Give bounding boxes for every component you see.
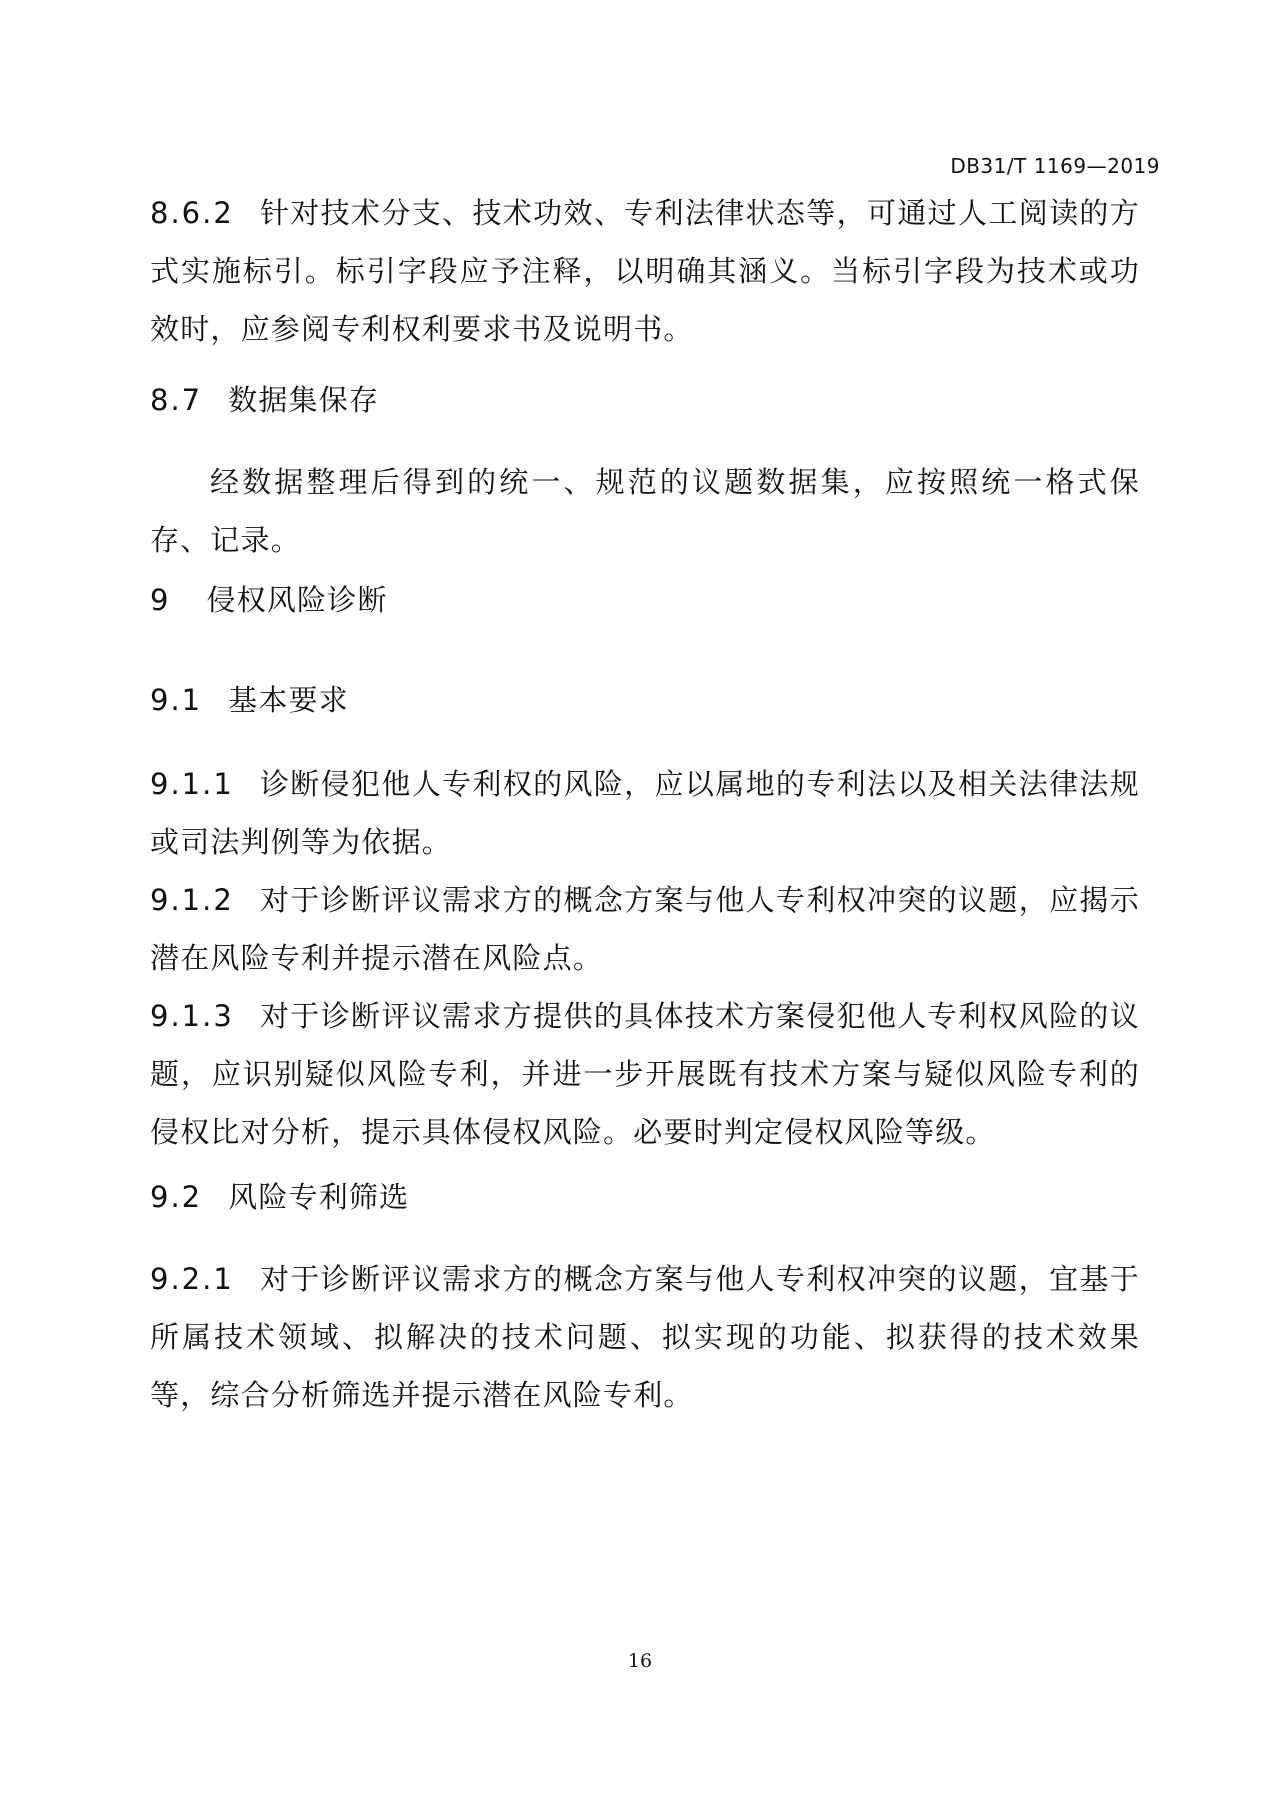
clause-number: 9.1.3 [150, 999, 234, 1033]
heading-title: 基本要求 [228, 683, 349, 717]
heading-title: 数据集保存 [228, 383, 380, 417]
heading-number: 9 [150, 583, 171, 617]
heading-number: 9.1 [150, 683, 203, 717]
clause-text: 诊断侵犯他人专利权的风险，应以属地的专利法以及相关法律法规或司法判例等为依据。 [150, 767, 1140, 859]
heading-9-1 [150, 680, 1140, 720]
clause-text: 对于诊断评议需求方的概念方案与他人专利权冲突的议题，宜基于所属技术领域、拟解决的技术问题、拟实现的功能、拟获得的技术效果等，综合分析筛选并提示潜在风险专利。 [150, 1262, 1140, 1412]
heading-title: 风险专利筛选 [228, 1180, 410, 1214]
clause-text: 针对技术分支、技术功效、专利法律状态等，可通过人工阅读的方式实施标引。标引字段应予注释，以明确其涵义。当标引字段为技术或功效时，应参阅专利权利要求书及说明书。 [150, 196, 1140, 346]
heading-9 [150, 580, 1140, 620]
clause-9-2-1 [150, 1250, 1140, 1424]
heading-number: 8.7 [150, 383, 203, 417]
clause-9-1-2 [150, 871, 1140, 987]
heading-9-2 [150, 1177, 1140, 1217]
document-code: DB31/T 1169—2019 [950, 154, 1160, 178]
heading-8-7 [150, 380, 1140, 420]
clause-8-6-2 [150, 184, 1140, 358]
heading-title: 侵权风险诊断 [206, 583, 388, 617]
clause-number: 8.6.2 [150, 196, 234, 230]
clause-text: 对于诊断评议需求方提供的具体技术方案侵犯他人专利权风险的议题，应识别疑似风险专利，并进一步开展既有技术方案与疑似风险专利的侵权比对分析，提示具体侵权风险。必要时判定侵权风险等级。 [150, 999, 1140, 1149]
clause-9-1-1 [150, 755, 1140, 871]
paragraph-text: 经数据整理后得到的统一、规范的议题数据集，应按照统一格式保存、记录。 [150, 465, 1140, 557]
paragraph-8-7 [150, 453, 1140, 569]
clause-number: 9.2.1 [150, 1262, 234, 1296]
heading-number: 9.2 [150, 1180, 203, 1214]
clause-number: 9.1.1 [150, 767, 234, 801]
clause-text: 对于诊断评议需求方的概念方案与他人专利权冲突的议题，应揭示潜在风险专利并提示潜在风险点。 [150, 883, 1140, 975]
page-number: 16 [627, 1650, 653, 1672]
clause-number: 9.1.2 [150, 883, 234, 917]
clause-9-1-3 [150, 987, 1140, 1161]
